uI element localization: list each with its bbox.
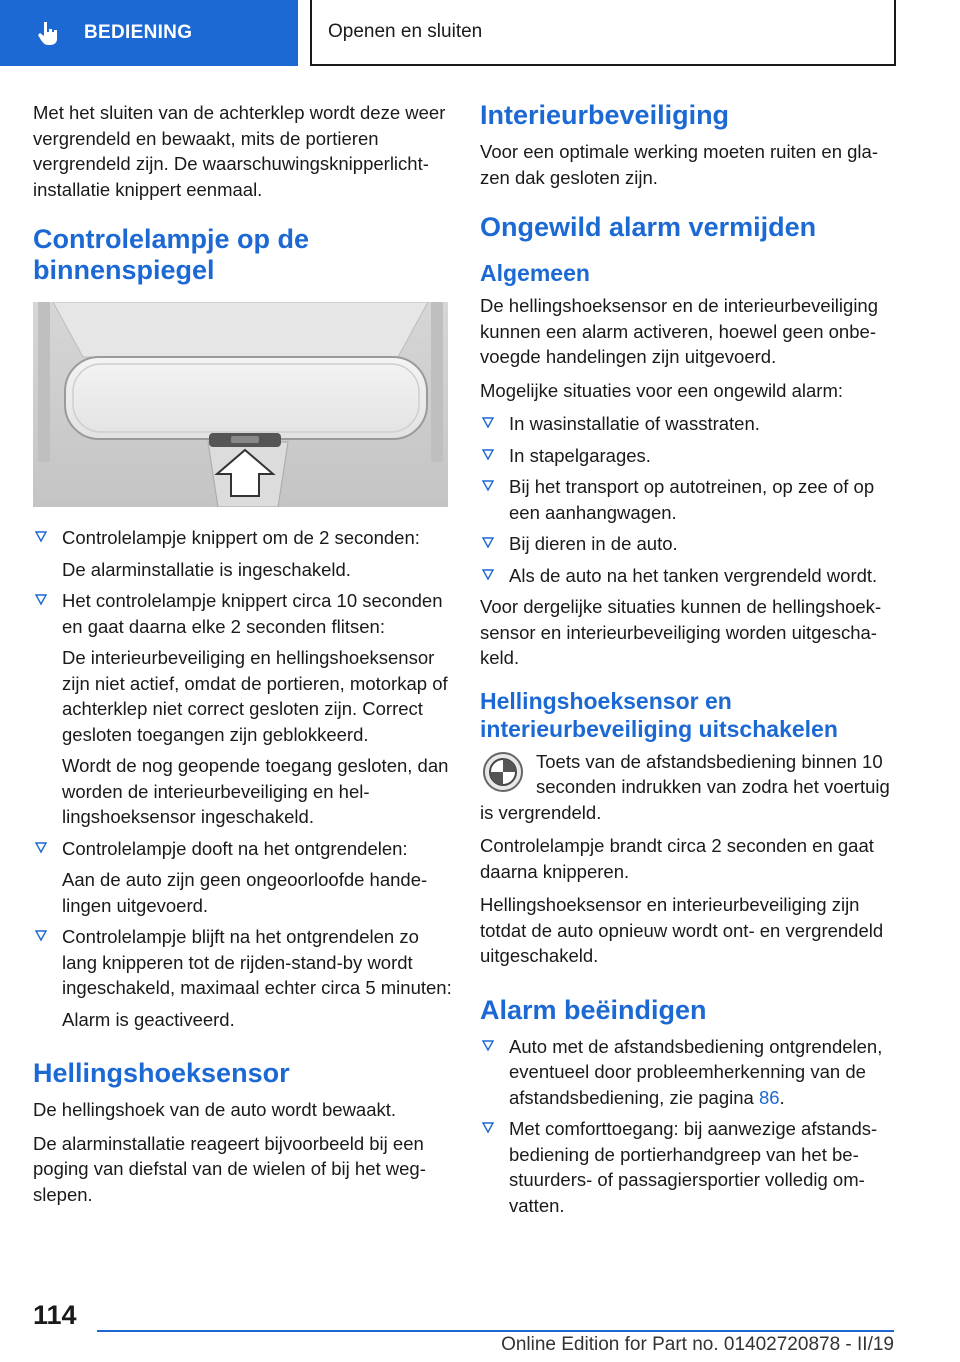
list-item xyxy=(480,474,900,525)
left-column xyxy=(33,100,453,1215)
hand-pointer-icon xyxy=(36,20,62,46)
list-item-text: Met comforttoegang: bij aanwezige afstandsbediening de portierhandgreep van het bestuurders- of passagiersportier volledig omvatten. xyxy=(509,1118,878,1216)
chapter-title xyxy=(310,0,896,66)
subheading-uitschakelen: Hellingshoeksensor en interieurbeveiliging uitschakelen xyxy=(480,687,838,742)
bullet-triangle-icon xyxy=(482,1120,494,1134)
list-item-text: In stapelgarages. xyxy=(509,444,651,466)
disable-paragraph-3: Hellingshoeksensor en interieurbeveiliging zijn totdat de auto opnieuw wordt ont- en vergrendeld uitgeschakeld. xyxy=(480,894,884,966)
edition-footer: Online Edition for Part no. 01402720878 - II/19 xyxy=(501,1334,894,1355)
heading-hellingshoeksensor: Hellingshoeksensor xyxy=(33,1058,290,1088)
bullet-triangle-icon xyxy=(35,928,47,942)
lamp-status-list xyxy=(33,525,453,1032)
list-item-detail: De interieurbeveiliging en hellingshoeksensor zijn niet actief, omdat de portieren, motorkap of achterklep niet correct gesloten zijn. Correct gesloten toegangen zijn geblokkeerd. xyxy=(62,647,448,745)
right-column xyxy=(480,100,900,1224)
bullet-triangle-icon xyxy=(482,478,494,492)
intro-paragraph: Met het sluiten van de achterklep wordt deze weer vergrendeld en bewaakt, mits de portieren vergrendeld zijn. De waarschuwingsknipperlichtinstallatie knippert eenmaal. xyxy=(33,102,446,200)
list-item-text: Controlelampje dooft na het ontgrendelen: xyxy=(62,837,408,859)
bullet-triangle-icon xyxy=(35,840,47,854)
situations-list xyxy=(480,411,900,588)
bullet-triangle-icon xyxy=(482,415,494,429)
disable-paragraph-1: Toets van de afstandsbediening binnen 10 seconden indrukken van zodra het voertuig is vergrendeld. xyxy=(480,750,890,823)
general-paragraph-2: Mogelijke situaties voor een ongewild alarm: xyxy=(480,379,843,401)
page-number: 114 xyxy=(33,1300,77,1330)
list-item xyxy=(33,836,453,919)
list-item xyxy=(33,525,453,582)
key-instruction xyxy=(480,749,900,826)
list-item-text: In wasinstallatie of wasstraten. xyxy=(509,413,760,434)
list-item xyxy=(480,563,900,589)
section-label: BEDIENING xyxy=(84,22,193,43)
list-item xyxy=(33,924,453,1032)
interior-paragraph: Voor een optimale werking moeten ruiten en glazen dak gesloten zijn. xyxy=(480,141,878,188)
disable-paragraph-2: Controlelampje brandt circa 2 seconden en gaat daarna knipperen. xyxy=(480,835,874,882)
list-item-text: Controlelampje blijft na het ontgrendelen zo lang knipperen tot de rijden-stand-by wordt ingeschakeld, maximaal echter circa 5 minuten: xyxy=(62,926,452,998)
list-item-text: Het controlelampje knippert circa 10 seconden en gaat daarna elke 2 seconden flitsen: xyxy=(62,590,443,637)
bullet-triangle-icon xyxy=(482,567,494,581)
general-paragraph-1: De hellingshoeksensor en de interieurbeveiliging kunnen een alarm activeren, hoewel geen onbevoegde handelingen zijn uitgevoerd. xyxy=(480,295,879,367)
list-item xyxy=(480,1116,900,1218)
list-item xyxy=(480,531,900,557)
list-item-text: Auto met de afstandsbediening ontgrendelen, eventueel door probleemherkenning van de afstandsbediening, zie pagina xyxy=(509,1035,883,1108)
subheading-algemeen: Algemeen xyxy=(480,260,590,286)
footer-divider xyxy=(97,1330,894,1332)
list-item-text: Bij dieren in de auto. xyxy=(509,533,678,554)
list-item-detail: Wordt de nog geopende toegang gesloten, dan worden de interieurbeveiliging en hellingshoeksensor ingeschakeld. xyxy=(62,755,449,827)
bullet-triangle-icon xyxy=(482,447,494,461)
list-item xyxy=(480,1034,900,1111)
heading-ongewild-alarm: Ongewild alarm vermijden xyxy=(480,212,817,242)
bullet-triangle-icon xyxy=(482,1038,494,1052)
bullet-triangle-icon xyxy=(35,592,47,606)
list-item-detail: Alarm is geactiveerd. xyxy=(62,1008,235,1030)
bullet-triangle-icon xyxy=(482,535,494,549)
section-tab xyxy=(0,0,298,66)
chapter-title-text: Openen en sluiten xyxy=(328,21,483,42)
list-item xyxy=(480,443,900,469)
list-item-detail: De alarminstallatie is ingeschakeld. xyxy=(62,558,351,580)
tilt-paragraph-1: De hellingshoek van de auto wordt bewaakt. xyxy=(33,1099,397,1120)
heading-alarm-beeindigen: Alarm beëindigen xyxy=(480,994,707,1025)
end-alarm-list xyxy=(480,1034,900,1219)
bullet-triangle-icon xyxy=(35,529,47,543)
list-item xyxy=(480,411,900,437)
bmw-key-lock-button-icon xyxy=(482,751,524,793)
list-item-text: Als de auto na het tanken vergrendeld wordt. xyxy=(509,564,878,586)
list-item-text: Controlelampje knippert om de 2 seconden: xyxy=(62,527,420,548)
rear-view-mirror-illustration xyxy=(33,302,448,507)
list-item xyxy=(33,588,453,830)
list-item-text-end: . xyxy=(779,1086,785,1108)
heading-controlelampje: Controlelampje op de binnenspiegel xyxy=(33,224,310,285)
heading-interieurbeveiliging: Interieurbeveiliging xyxy=(480,100,730,130)
list-item-text: Bij het transport op autotreinen, op zee of op een aanhangwagen. xyxy=(509,476,875,523)
situations-paragraph: Voor dergelijke situaties kunnen de hellingshoeksensor en interieurbeveiliging worden uitgeschakeld. xyxy=(480,596,882,668)
page-reference-link[interactable]: 86 xyxy=(758,1086,780,1108)
tilt-paragraph-2: De alarminstallatie reageert bijvoorbeeld bij een poging van diefstal van de wielen of bij het wegslepen. xyxy=(33,1132,426,1205)
page-header xyxy=(0,0,960,66)
list-item-detail: Aan de auto zijn geen ongeoorloofde handelingen uitgevoerd. xyxy=(62,869,428,916)
